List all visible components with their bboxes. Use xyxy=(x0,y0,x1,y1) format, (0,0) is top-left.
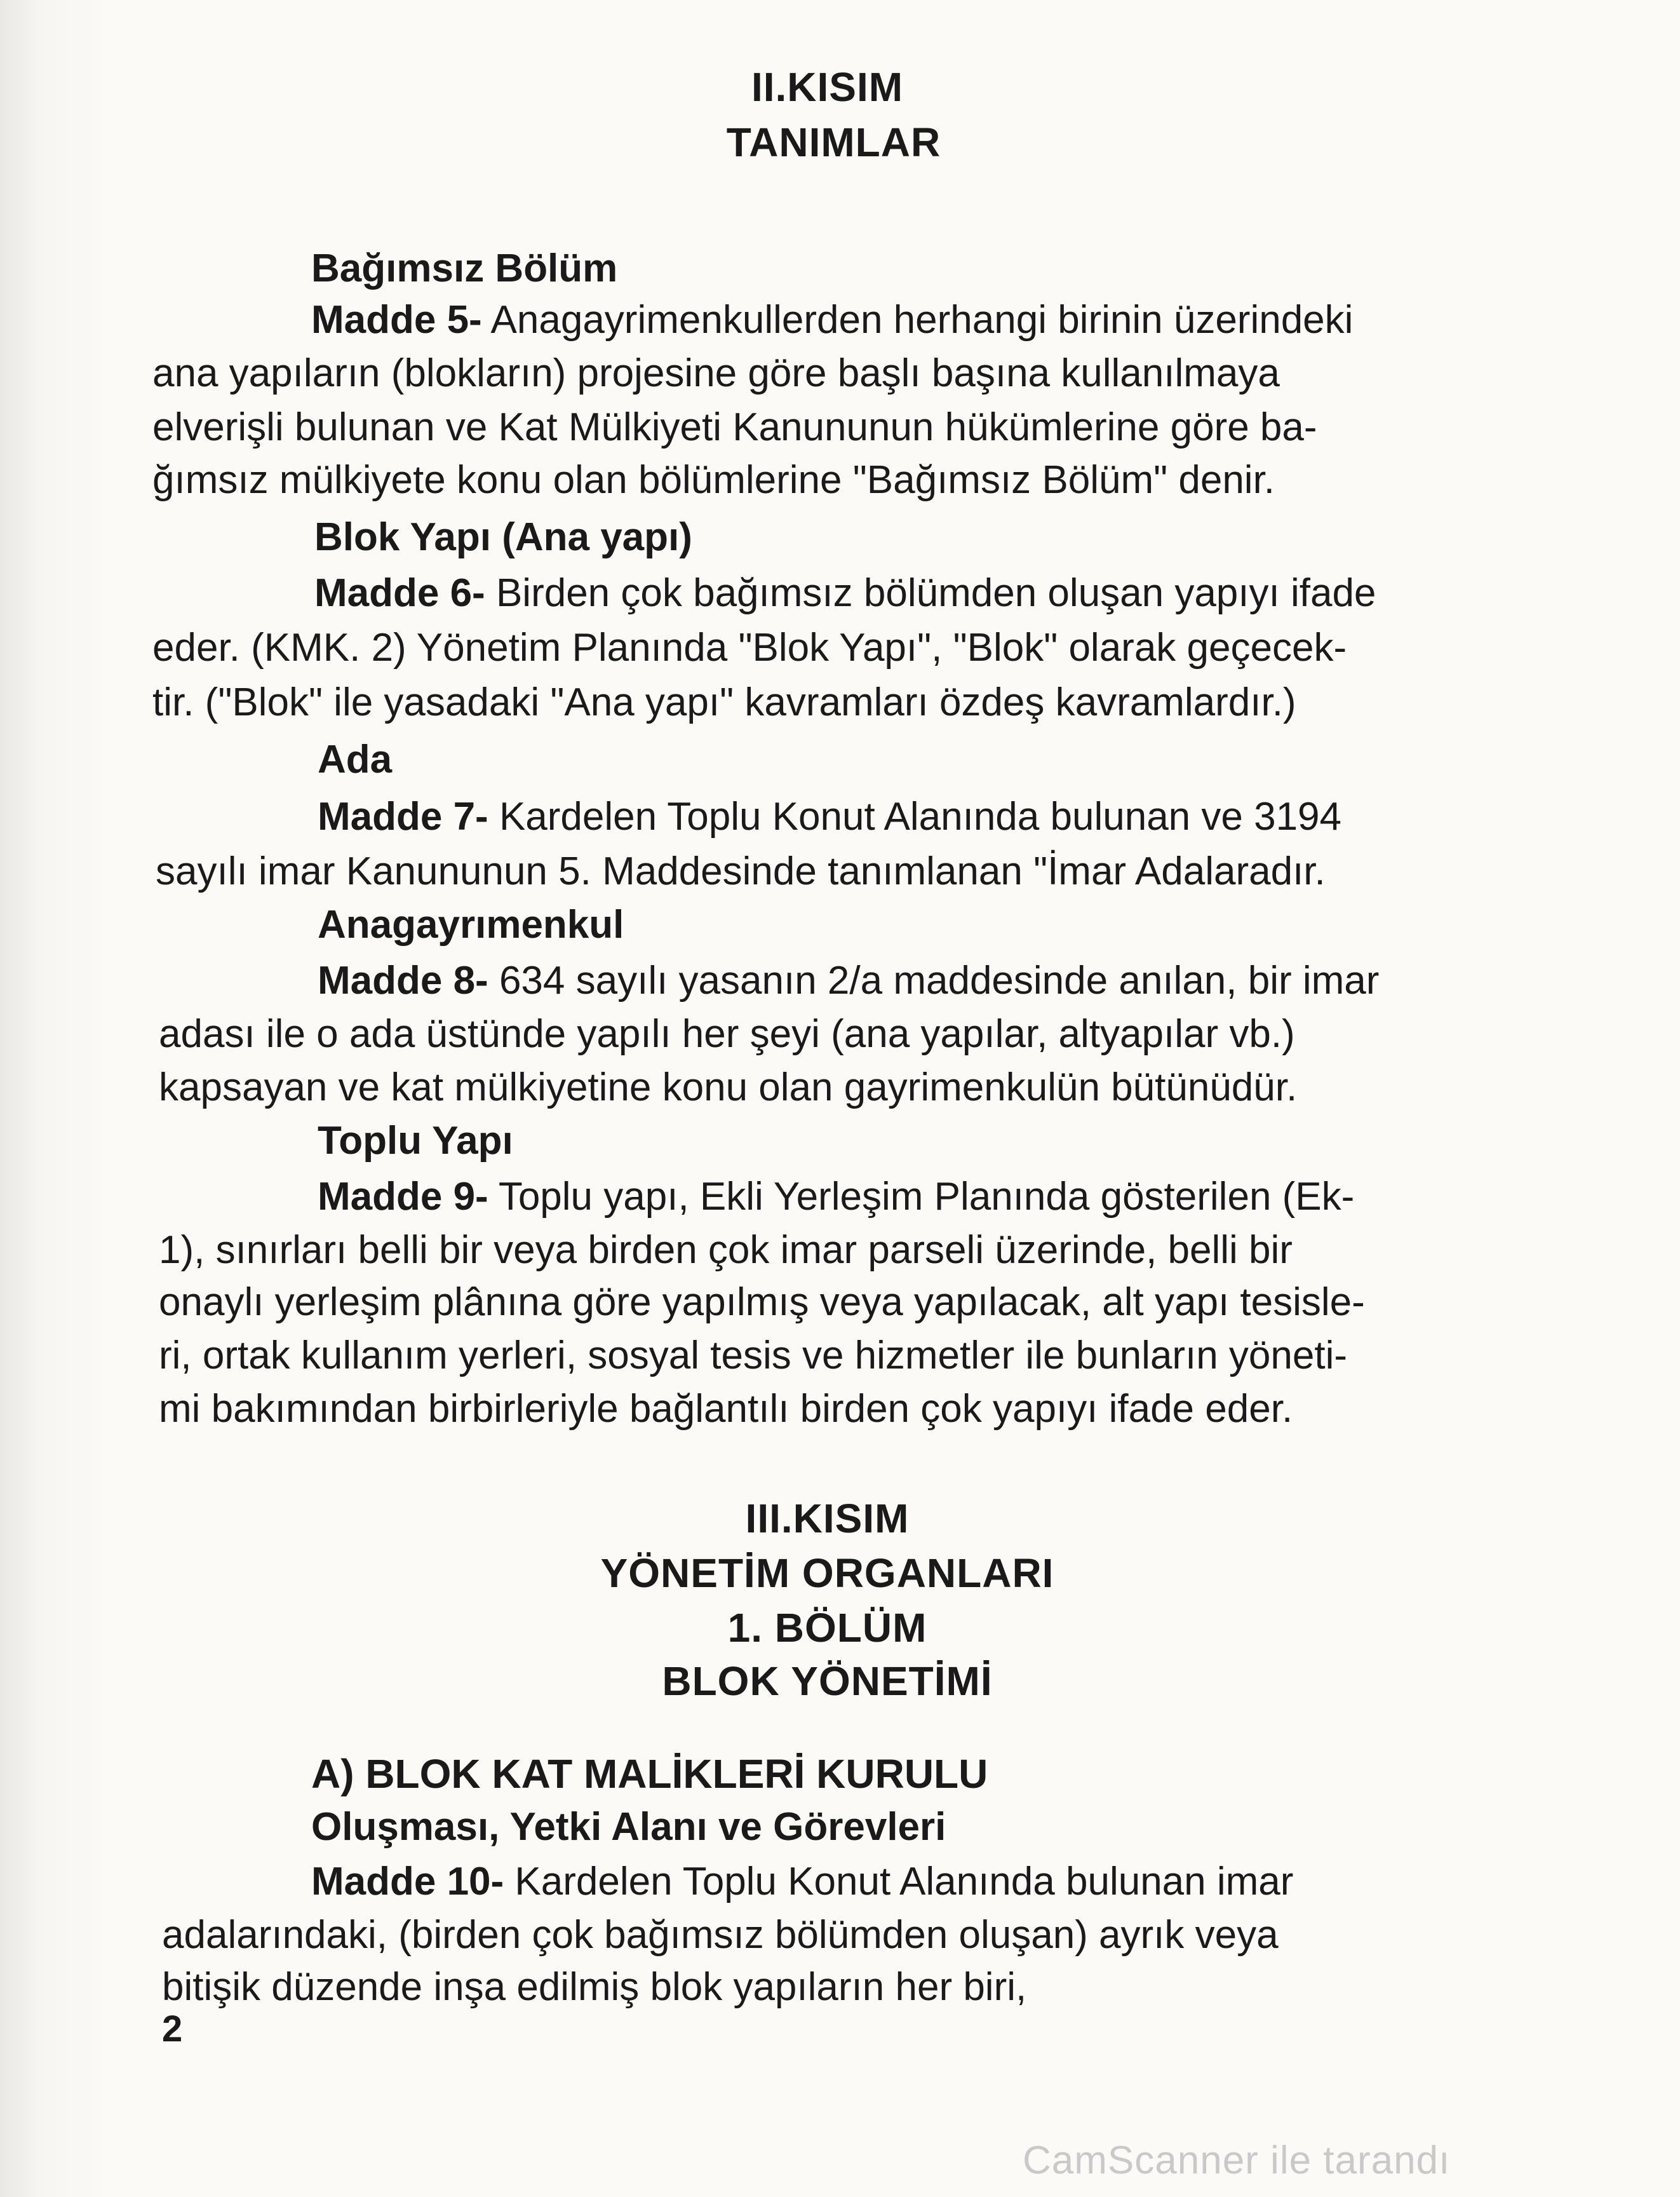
article-5-line-4: ğımsız mülkiyete konu olan bölümlerine "Bağımsız Bölüm" denir. xyxy=(152,458,1275,502)
section-heading-8: Anagayrımenkul xyxy=(318,903,624,947)
section-heading-9: Toplu Yapı xyxy=(318,1119,513,1163)
article-9-label: Madde 9- xyxy=(318,1175,488,1219)
article-7-label: Madde 7- xyxy=(318,795,488,839)
article-5-label: Madde 5- xyxy=(311,298,482,342)
article-9-line-4: ri, ortak kullanım yerleri, sosyal tesis ve hizmetler ile bunların yöneti- xyxy=(159,1334,1348,1377)
article-9-line-3: onaylı yerleşim plânına göre yapılmış veya yapılacak, alt yapı tesisle- xyxy=(159,1280,1365,1324)
article-8-line-2: adası ile o ada üstünde yapılı her şeyi (ana yapılar, altyapılar vb.) xyxy=(159,1012,1295,1056)
article-5-line-3: elverişli bulunan ve Kat Mülkiyeti Kanununun hükümlerine göre ba- xyxy=(152,405,1317,449)
part-title: II.KISIM xyxy=(751,64,904,110)
part-3-title: III.KISIM xyxy=(745,1496,910,1541)
chapter-number: 1. BÖLÜM xyxy=(727,1605,927,1651)
page-number: 2 xyxy=(162,2008,183,2050)
article-9-line-2: 1), sınırları belli bir veya birden çok imar parseli üzerinde, belli bir xyxy=(159,1228,1293,1272)
article-8-label: Madde 8- xyxy=(318,959,488,1003)
article-10-line-3: bitişik düzende inşa edilmiş blok yapıların her biri, xyxy=(162,1965,1027,2009)
article-9-line-5: mi bakımından birbirleriyle bağlantılı birden çok yapıyı ifade eder. xyxy=(159,1387,1293,1431)
article-8-line-3: kapsayan ve kat mülkiyetine konu olan gayrimenkulün bütünüdür. xyxy=(159,1065,1298,1109)
article-6-label: Madde 6- xyxy=(314,571,485,615)
article-10-line-1: Madde 10- Kardelen Toplu Konut Alanında bulunan imar xyxy=(311,1860,1294,1903)
scanner-watermark: CamScanner ile tarandı xyxy=(1023,2139,1451,2182)
article-10-line-2: adalarındaki, (birden çok bağımsız bölümden oluşan) ayrık veya xyxy=(162,1913,1279,1957)
article-8-line-1: Madde 8- 634 sayılı yasanın 2/a maddesinde anılan, bir imar xyxy=(318,959,1380,1003)
article-7-line-1: Madde 7- Kardelen Toplu Konut Alanında bulunan ve 3194 xyxy=(318,795,1342,839)
article-6-line-1: Madde 6- Birden çok bağımsız bölümden oluşan yapıyı ifade xyxy=(314,571,1376,615)
article-10-label: Madde 10- xyxy=(311,1860,504,1903)
section-heading-10: Oluşması, Yetki Alanı ve Görevleri xyxy=(311,1805,946,1849)
section-heading-5: Bağımsız Bölüm xyxy=(311,247,618,290)
section-heading-7: Ada xyxy=(318,738,393,781)
article-9-line-1: Madde 9- Toplu yapı, Ekli Yerleşim Planında gösterilen (Ek- xyxy=(318,1175,1355,1219)
article-5-line-1: Madde 5- Anagayrimenkullerden herhangi birinin üzerindeki xyxy=(311,298,1354,342)
article-7-line-2: sayılı imar Kanununun 5. Maddesinde tanımlanan "İmar Adalaradır. xyxy=(156,849,1326,893)
article-5-line-2: ana yapıların (blokların) projesine göre başlı başına kullanılmaya xyxy=(152,351,1280,395)
part-3-subtitle: YÖNETİM ORGANLARI xyxy=(600,1550,1054,1596)
subsection-a-title: A) BLOK KAT MALİKLERİ KURULU xyxy=(311,1751,988,1797)
section-heading-6: Blok Yapı (Ana yapı) xyxy=(314,515,692,559)
part-subtitle: TANIMLAR xyxy=(726,119,941,165)
article-6-line-3: tir. ("Blok" ile yasadaki "Ana yapı" kavramları özdeş kavramlardır.) xyxy=(152,680,1296,724)
chapter-title: BLOK YÖNETİMİ xyxy=(662,1658,993,1704)
article-6-line-2: eder. (KMK. 2) Yönetim Planında "Blok Yapı", "Blok" olarak geçecek- xyxy=(152,626,1347,670)
